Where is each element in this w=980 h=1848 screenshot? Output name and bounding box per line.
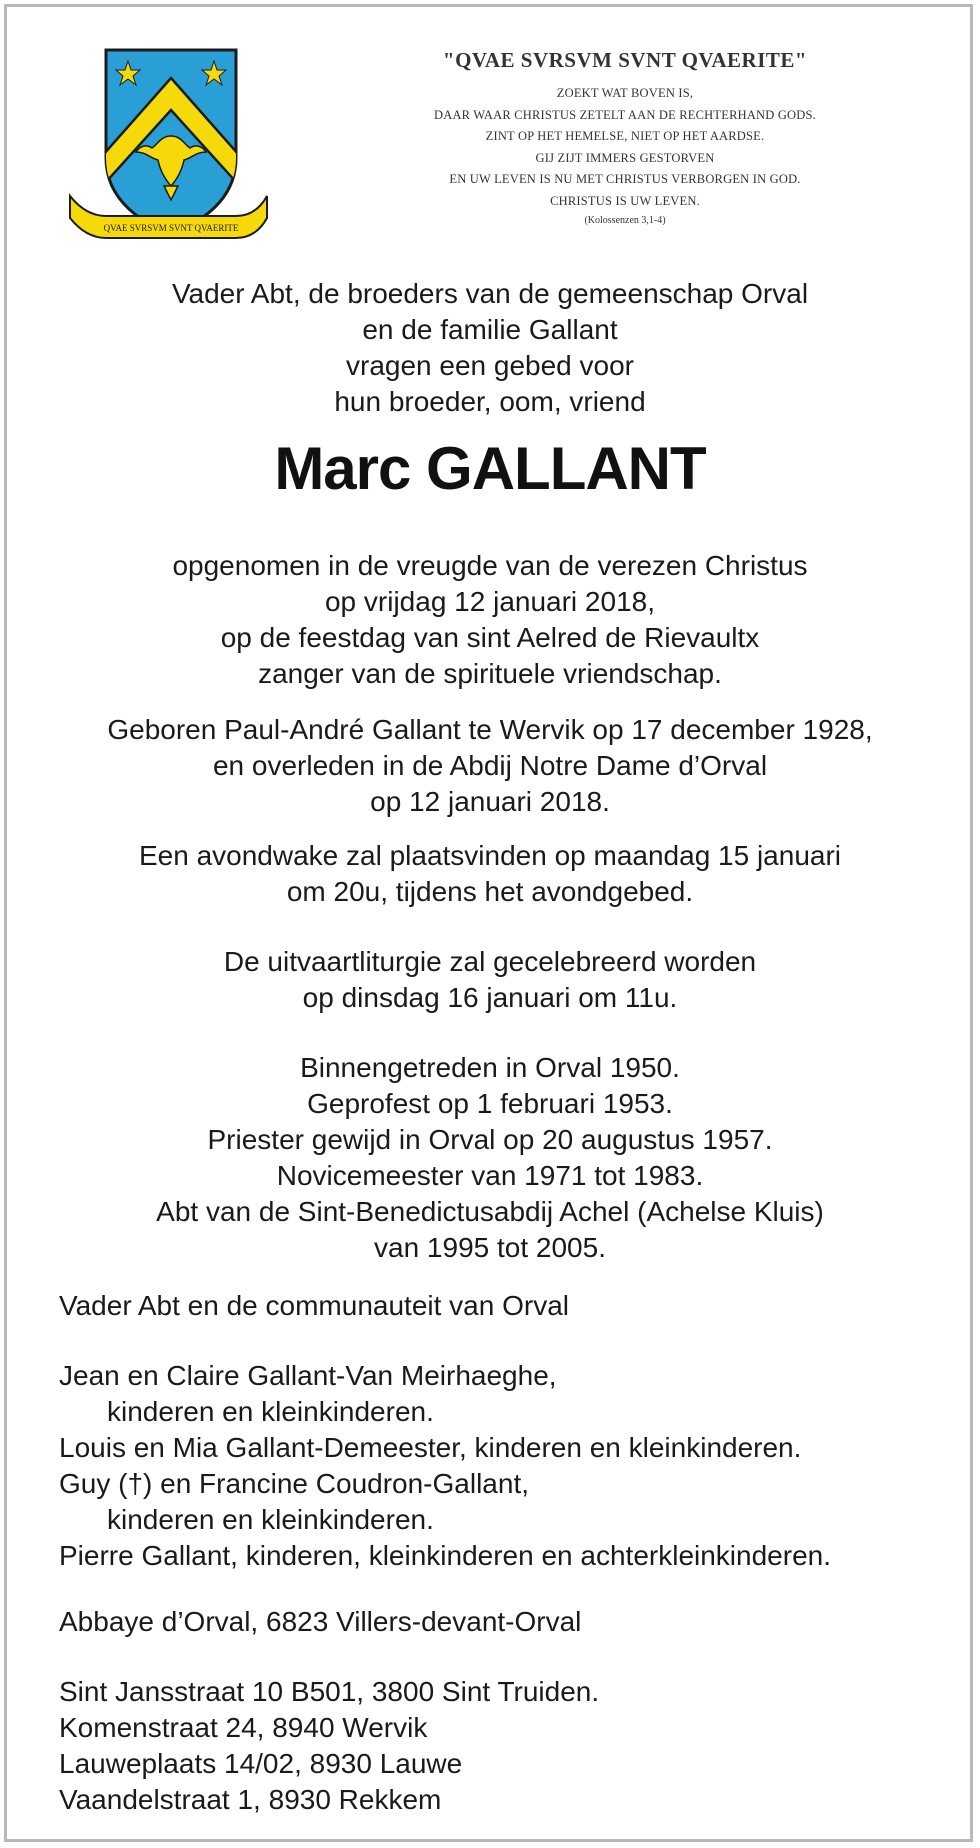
scripture-block (345, 48, 905, 230)
scripture-reference: (Kolossenzen 3,1-4) (584, 215, 666, 226)
biography-line: Priester gewijd in Orval op 20 augustus 1957. (207, 1124, 773, 1155)
scripture-line: CHRISTUS IS UW LEVEN. (550, 193, 700, 208)
birth-death-line: op 12 januari 2018. (370, 786, 610, 817)
scripture-line: EN UW LEVEN IS NU MET CHRISTUS VERBORGEN IN GOD. (449, 172, 801, 186)
biography-line: Binnengetreden in Orval 1950. (300, 1052, 680, 1083)
vigil-line: Een avondwake zal plaatsvinden op maandag 15 januari (138, 840, 842, 871)
announcement-line: op de feestdag van sint Aelred de Rievaultx (220, 622, 760, 653)
funeral-block (40, 944, 940, 1016)
intro-line: vragen een gebed voor (346, 350, 634, 381)
coat-of-arms (66, 48, 271, 240)
scripture-line: GIJ ZIJT IMMERS GESTORVEN (535, 150, 715, 165)
addresses-block (59, 1674, 599, 1818)
birth-death-line: en overleden in de Abdij Notre Dame d’Orval (212, 750, 768, 781)
intro-block (40, 276, 940, 420)
address-line: Sint Jansstraat 10 B501, 3800 Sint Truiden. (59, 1676, 600, 1707)
funeral-line: De uitvaartliturgie zal gecelebreerd worden (223, 946, 757, 977)
biography-line: van 1995 tot 2005. (374, 1232, 606, 1263)
biography-line: Geprofest op 1 februari 1953. (307, 1088, 673, 1119)
family-line: kinderen en kleinkinderen. (107, 1504, 434, 1535)
birth-death-line: Geboren Paul-André Gallant te Wervik op 17 december 1928, (107, 714, 873, 745)
intro-line: en de familie Gallant (362, 314, 618, 345)
death-announcement (40, 548, 940, 692)
family-block (59, 1358, 831, 1574)
motto-title: "QVAE SVRSVM SVNT QVAERITE" (442, 48, 808, 72)
announcement-line: zanger van de spirituele vriendschap. (258, 658, 722, 689)
scripture-line: ZOEKT WAT BOVEN IS, (556, 86, 694, 100)
family-line: Jean en Claire Gallant-Van Meirhaeghe, (59, 1360, 557, 1391)
biography-line: Novicemeester van 1971 tot 1983. (276, 1160, 704, 1191)
vigil-block (40, 838, 940, 910)
address-line: Vaandelstraat 1, 8930 Rekkem (59, 1784, 442, 1815)
family-line: kinderen en kleinkinderen. (107, 1396, 434, 1427)
biography-block (40, 1050, 940, 1266)
vigil-line: om 20u, tijdens het avondgebed. (286, 876, 694, 907)
announcement-line: op vrijdag 12 januari 2018, (324, 586, 655, 617)
family-line: Guy (†) en Francine Coudron-Gallant, (59, 1468, 529, 1499)
intro-line: hun broeder, oom, vriend (334, 386, 646, 417)
scripture-line: DAAR WAAR CHRISTUS ZETELT AAN DE RECHTERHAND GODS. (433, 107, 816, 122)
community-line: Vader Abt en de communauteit van Orval (59, 1290, 569, 1321)
address-line: Komenstraat 24, 8940 Wervik (59, 1712, 428, 1743)
abbey-address: Abbaye d’Orval, 6823 Villers-devant-Orval (59, 1606, 582, 1637)
family-line: Louis en Mia Gallant-Demeester, kinderen en kleinkinderen. (59, 1432, 802, 1463)
address-line: Lauweplaats 14/02, 8930 Lauwe (59, 1748, 463, 1779)
deceased-name: Marc GALLANT (274, 435, 706, 502)
birth-death-block (40, 712, 940, 820)
scripture-line: ZINT OP HET HEMELSE, NIET OP HET AARDSE. (485, 129, 765, 143)
announcement-line: opgenomen in de vreugde van de verezen Christus (172, 550, 808, 581)
biography-line: Abt van de Sint-Benedictusabdij Achel (Achelse Kluis) (156, 1196, 824, 1227)
ribbon-motto-text: QVAE SVRSVM SVNT QVAERITE (103, 223, 239, 233)
shield (96, 50, 246, 234)
family-line: Pierre Gallant, kinderen, kleinkinderen en achterkleinkinderen. (59, 1540, 831, 1571)
intro-line: Vader Abt, de broeders van de gemeenschap Orval (171, 278, 809, 309)
funeral-line: op dinsdag 16 januari om 11u. (302, 982, 678, 1013)
